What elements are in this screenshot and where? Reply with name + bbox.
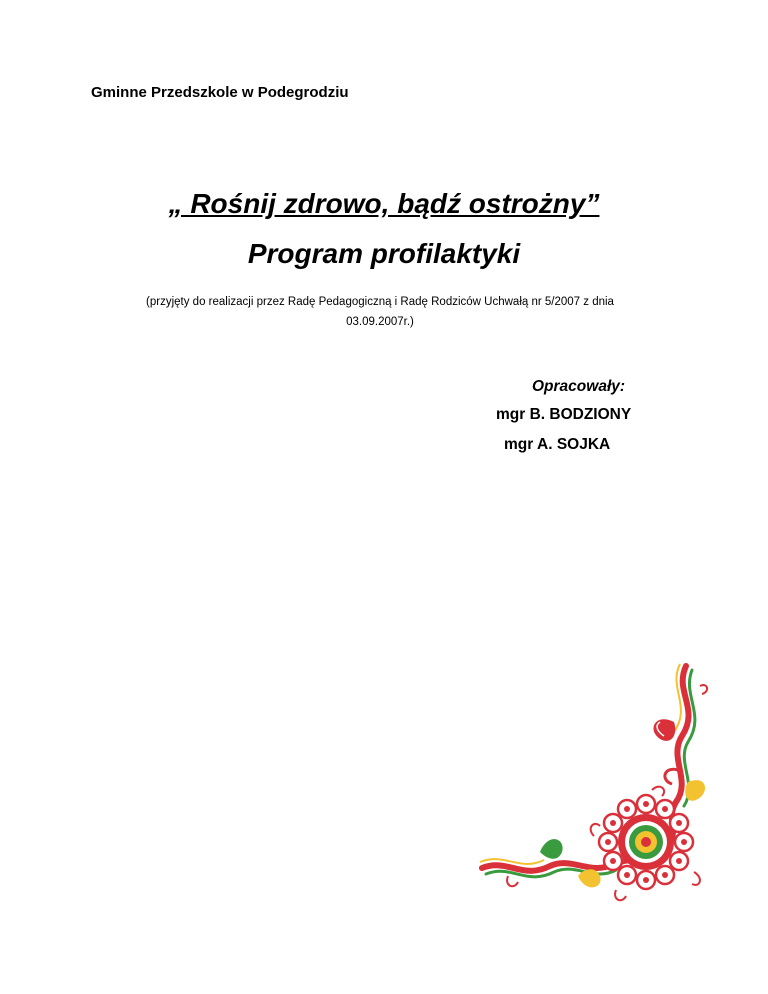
author-name: mgr B. BODZIONY <box>496 406 632 423</box>
adoption-note <box>110 292 650 332</box>
adoption-note-line-2: 03.09.2007r.) <box>346 316 414 328</box>
folk-flower-ornament-icon <box>478 662 710 912</box>
institution-name: Gminne Przedszkole w Podegrodziu <box>91 84 349 101</box>
author-name: mgr A. SOJKA <box>504 436 611 453</box>
adoption-note-line-1: (przyjęty do realizacji przez Radę Pedagogiczną i Radę Rodziców Uchwałą nr 5/2007 z dnia <box>146 296 614 308</box>
program-title: Program profilaktyki <box>247 238 521 269</box>
authors-label: Opracowały: <box>532 378 626 395</box>
program-motto: „ Rośnij zdrowo, bądź ostrożny” <box>168 188 600 219</box>
